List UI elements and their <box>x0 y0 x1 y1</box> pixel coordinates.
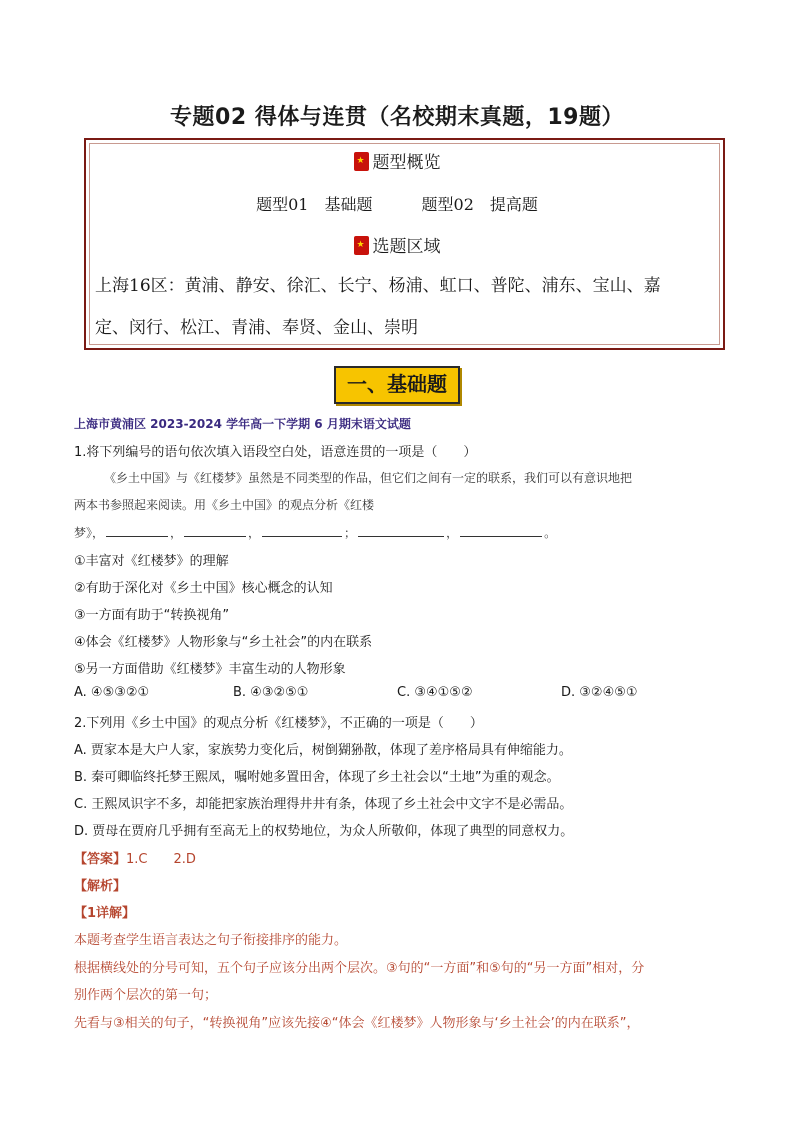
blank-3 <box>262 524 342 537</box>
blank-4 <box>358 524 444 537</box>
answer-text: 1.C 2.D <box>126 852 196 867</box>
q1-passage-line-3: 梦》， ， ， ； ， 。 <box>74 526 557 540</box>
q2-option-d[interactable]: D. 贾母在贾府几乎拥有至高无上的权势地位，为众人所敬仰，体现了典型的同意权力。 <box>74 824 574 839</box>
section-banner: 一、基础题 <box>334 366 460 404</box>
q2-option-c[interactable]: C. 王熙凤识字不多，却能把家族治理得井井有条，体现了乡土社会中文字不是必需品。 <box>74 797 573 812</box>
analysis-line-4: 先看与③相关的句子，“转换视角”应该先接④“体会《红楼梦》人物形象与‘乡土社会’的内在联系”， <box>74 1016 640 1031</box>
q1-options <box>0 685 794 703</box>
source-line: 上海市黄浦区 2023-2024 学年高一下学期 6 月期末语文试题 <box>74 417 411 431</box>
answer-line <box>74 848 196 867</box>
analysis-line-2: 根据横线处的分号可知，五个句子应该分出两个层次。③句的“一方面”和⑤句的“另一方面”相对，分 <box>74 961 645 976</box>
blank-1 <box>106 524 168 537</box>
q1-passage-line-2: 两本书参照起来阅读。用《乡土中国》的观点分析《红楼 <box>74 498 375 512</box>
analysis-line-1: 本题考查学生语言表达之句子衔接排序的能力。 <box>74 933 348 948</box>
q1-passage-prefix: 梦》， <box>74 526 105 540</box>
q1-item-2: ②有助于深化对《乡土中国》核心概念的认知 <box>74 581 333 596</box>
type-advanced: 题型02 提高题 <box>421 195 538 214</box>
q1-option-d[interactable]: D. ③②④⑤① <box>561 685 638 700</box>
detail-label: 【1详解】 <box>74 906 136 921</box>
q2-option-b[interactable]: B. 秦可卿临终托梦王熙凤，嘱咐她多置田舍，体现了乡土社会以“土地”为重的观念。 <box>74 770 560 785</box>
q1-stem: 1.将下列编号的语句依次填入语段空白处，语意连贯的一项是（ ） <box>74 445 477 460</box>
overview-heading-label: 题型概览 <box>372 153 441 173</box>
q1-item-5: ⑤另一方面借助《红楼梦》丰富生动的人物形象 <box>74 662 346 677</box>
analysis-label: 【解析】 <box>74 879 127 894</box>
blank-5 <box>460 524 542 537</box>
analysis-line-3: 别作两个层次的第一句； <box>74 988 218 1003</box>
q1-item-4: ④体会《红楼梦》人物形象与“乡土社会”的内在联系 <box>74 635 373 650</box>
type-basic: 题型01 基础题 <box>256 195 373 214</box>
book-icon <box>354 152 369 171</box>
region-line-1: 上海16区：黄浦、静安、徐汇、长宁、杨浦、虹口、普陀、浦东、宝山、嘉 <box>95 276 661 296</box>
q1-option-a[interactable]: A. ④⑤③②① <box>74 685 150 700</box>
region-heading <box>0 232 794 257</box>
book-icon <box>354 236 369 255</box>
q1-passage-line-1: 《乡土中国》与《红楼梦》虽然是不同类型的作品，但它们之间有一定的联系，我们可以有意识地把 <box>104 471 633 485</box>
answer-label: 【答案】 <box>74 852 127 867</box>
q2-stem: 2.下列用《乡土中国》的观点分析《红楼梦》，不正确的一项是（ ） <box>74 716 483 731</box>
overview-heading <box>0 148 794 173</box>
q1-option-c[interactable]: C. ③④①⑤② <box>397 685 473 700</box>
q1-item-3: ③一方面有助于“转换视角” <box>74 608 230 623</box>
q2-option-a[interactable]: A. 贾家本是大户人家，家族势力变化后，树倒猢狲散，体现了差序格局具有伸缩能力。 <box>74 743 572 758</box>
question-types <box>0 192 794 215</box>
page-title: 专题02 得体与连贯（名校期末真题，19题） <box>170 105 624 130</box>
q1-option-b[interactable]: B. ④③②⑤① <box>233 685 309 700</box>
q1-item-1: ①丰富对《红楼梦》的理解 <box>74 554 229 569</box>
blank-2 <box>184 524 246 537</box>
region-line-2: 定、闵行、松江、青浦、奉贤、金山、崇明 <box>95 318 418 338</box>
region-heading-label: 选题区域 <box>372 237 441 257</box>
